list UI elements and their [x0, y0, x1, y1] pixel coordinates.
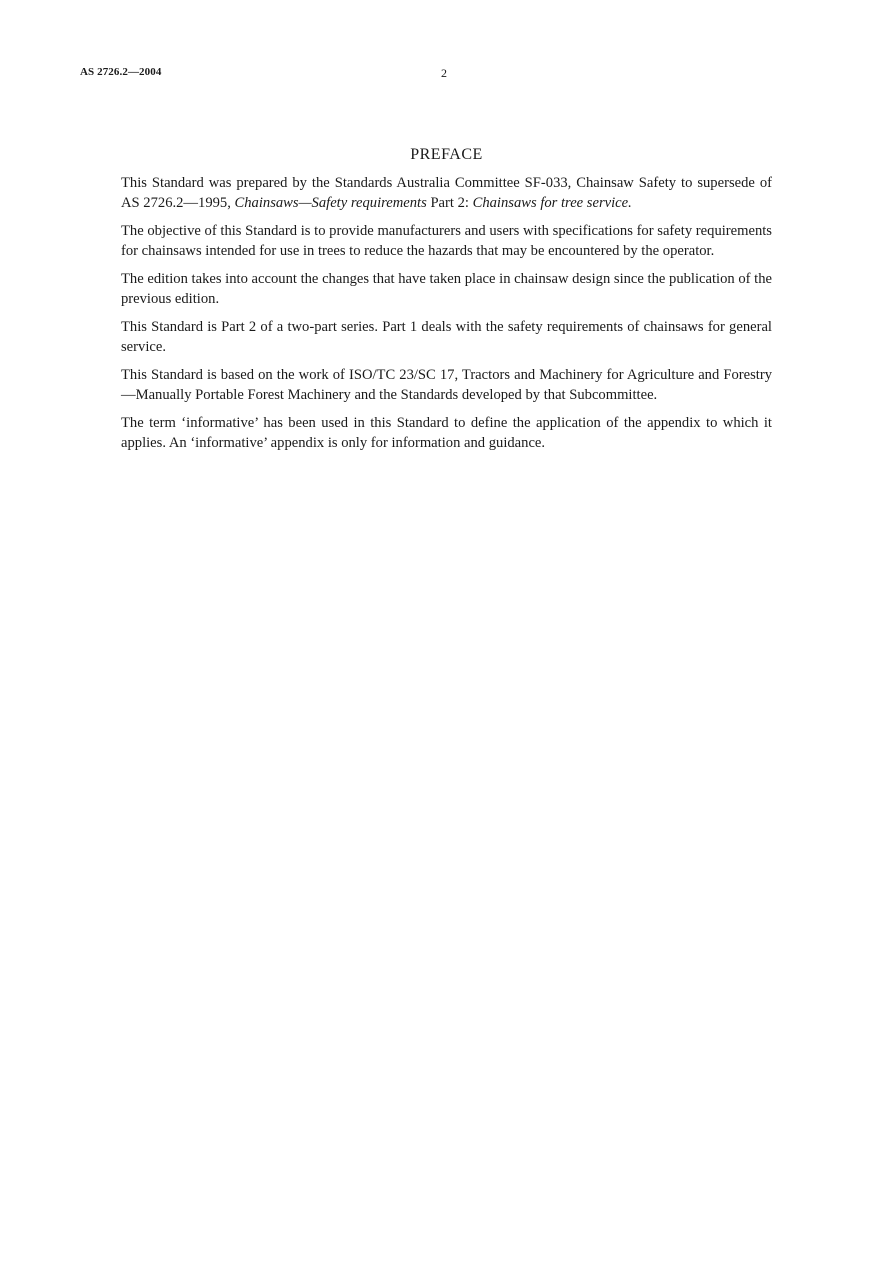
- paragraph-committee-italic-1: Chainsaws—Safety requirements: [234, 194, 427, 211]
- page-number: 2: [441, 66, 447, 80]
- paragraph-committee-italic-2: Chainsaws for tree service.: [472, 194, 632, 211]
- paragraph-basis: This Standard is based on the work of ISO/TC 23/SC 17, Tractors and Machinery for Agriculture and Forestry—Manually Portable Forest Machinery and the Standards developed by that Subcommittee.: [121, 367, 772, 403]
- paragraph-edition: The edition takes into account the changes that have taken place in chainsaw design since the publication of the previous edition.: [121, 271, 772, 307]
- paragraph-objective: The objective of this Standard is to provide manufacturers and users with specifications for safety requirements for chainsaws intended for use in trees to reduce the hazards that may be encountered by the operator.: [121, 223, 772, 259]
- standard-number: AS 2726.2—2004: [80, 66, 162, 78]
- preface-section: [121, 146, 772, 462]
- paragraph-informative: The term ‘informative’ has been used in this Standard to define the application of the appendix to which it applies. An ‘informative’ appendix is only for information and guidance.: [121, 415, 772, 451]
- page-title: PREFACE: [410, 146, 483, 163]
- paragraph-committee: [121, 174, 772, 213]
- paragraph-committee-text-1: This Standard was prepared by the Standards Australia Committee SF-033, Chainsaw Safety to supersede of AS 2726.2—1995,: [121, 175, 772, 211]
- paragraph-series: This Standard is Part 2 of a two-part series. Part 1 deals with the safety requirements of chainsaws for general service.: [121, 319, 772, 355]
- paragraph-committee-text-2: Part 2:: [426, 194, 473, 211]
